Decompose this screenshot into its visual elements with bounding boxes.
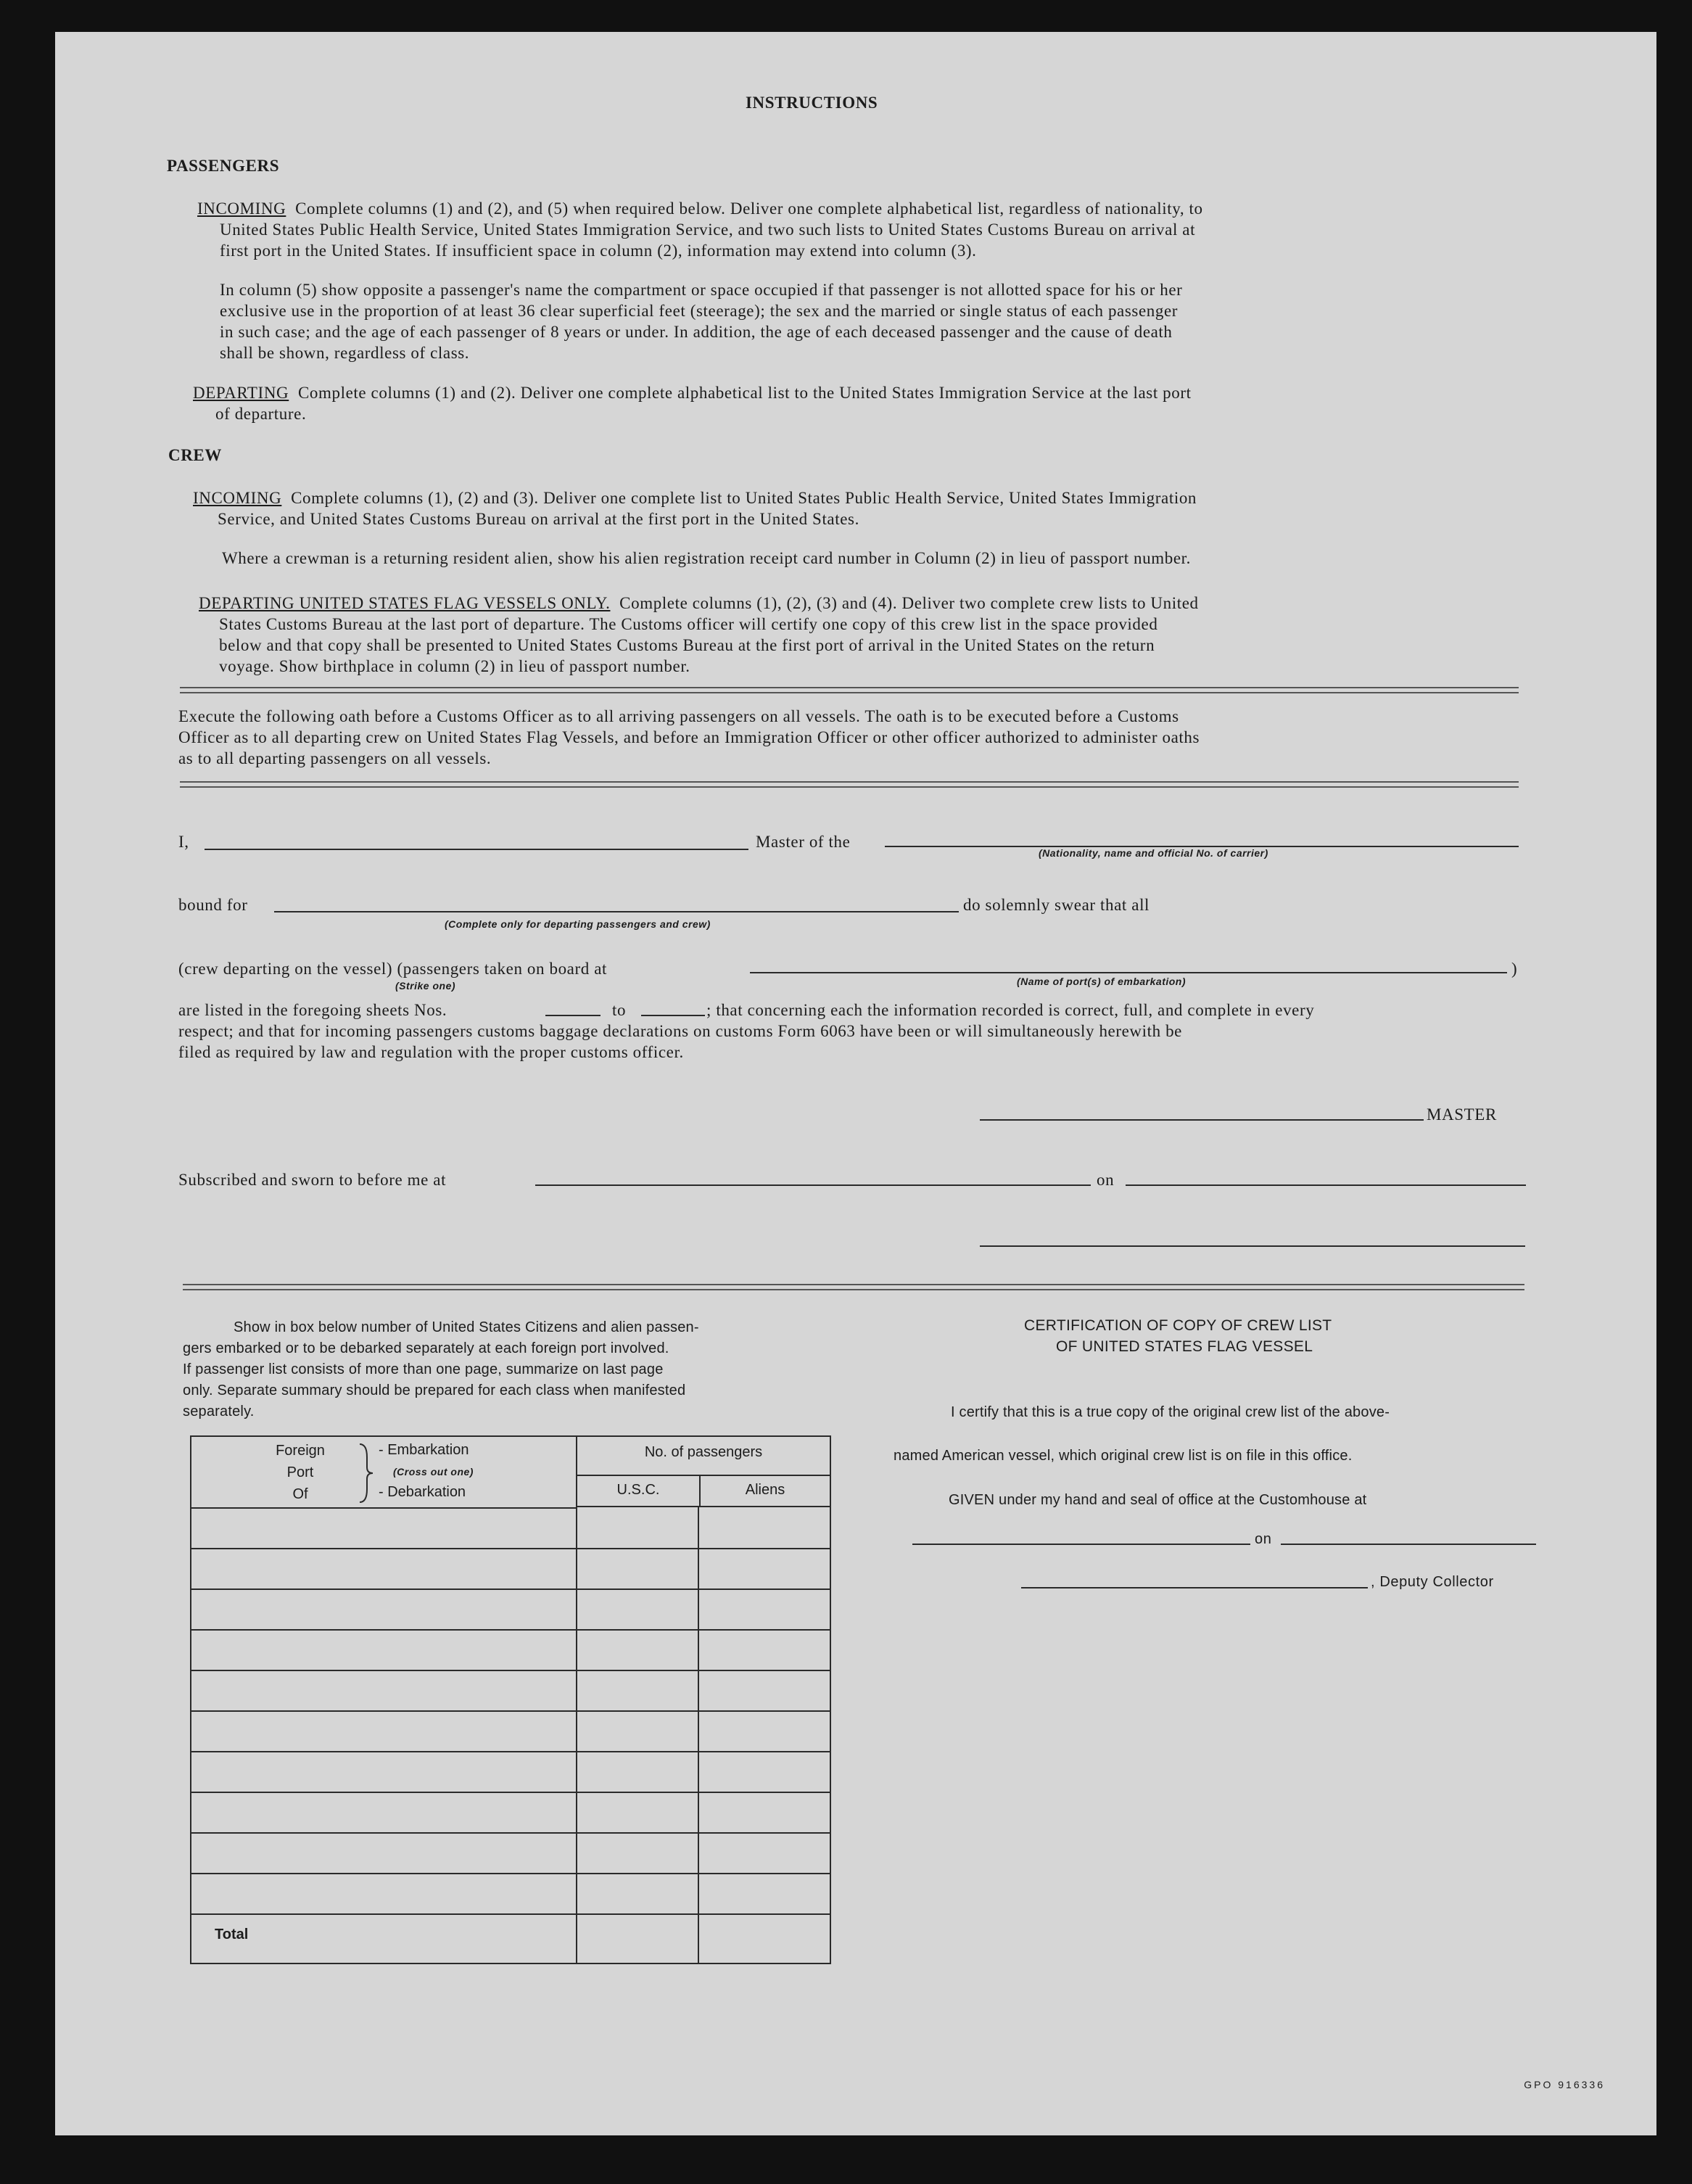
certification-on-label: on <box>1255 1531 1272 1547</box>
print-code: GPO 916336 <box>1524 2079 1605 2090</box>
sworn-place-field[interactable] <box>535 1184 1091 1186</box>
bound-for-label: bound for <box>178 896 248 914</box>
oath-intro-line-2: Officer as to all departing crew on United States Flag Vessels, and before an Immigration Officer or other officer authorized to administer oaths <box>178 728 1200 746</box>
passengers-departing-line-2: of departure. <box>215 405 307 423</box>
divider <box>183 1284 1524 1290</box>
crew-taken-text: (crew departing on the vessel) (passengers taken on board at <box>178 960 607 978</box>
table-row <box>191 1873 830 1874</box>
sworn-date-field[interactable] <box>1126 1184 1526 1186</box>
departing-text: Complete columns (1) and (2). Deliver one complete alphabetical list to the United States Immigration Service at the last port <box>297 384 1192 402</box>
master-label: MASTER <box>1427 1105 1497 1124</box>
table-body <box>191 1507 830 1963</box>
port-label: Port <box>286 1464 314 1480</box>
crew-departing-text: Complete columns (1), (2), (3) and (4). Deliver two complete crew lists to United <box>619 594 1199 612</box>
foreign-label: Foreign <box>276 1443 325 1459</box>
table-row <box>191 1710 830 1712</box>
table-header-port <box>191 1437 576 1509</box>
crew-departing-label: DEPARTING UNITED STATES FLAG VESSELS ONLY. <box>199 594 611 612</box>
customhouse-field[interactable] <box>912 1544 1250 1545</box>
deputy-signature-field[interactable] <box>1021 1587 1368 1588</box>
master-name-field[interactable] <box>205 849 748 850</box>
embarkation-port-field[interactable] <box>750 972 1507 973</box>
close-paren: ) <box>1511 960 1518 978</box>
swear-text: do solemnly swear that all <box>963 896 1150 914</box>
of-label: Of <box>292 1486 308 1502</box>
crew-returning-resident: Where a crewman is a returning resident alien, show his alien registration receipt card number in Column (2) in lieu of passport number. <box>222 549 1191 567</box>
embarkation-label: - Embarkation <box>379 1442 469 1458</box>
summary-note-line-1: Show in box below number of United States Citizens and alien passen- <box>234 1319 699 1335</box>
divider <box>180 687 1519 693</box>
section-heading-crew: CREW <box>168 446 222 464</box>
listed-a: are listed in the foregoing sheets Nos. <box>178 1001 447 1019</box>
table-row <box>191 1751 830 1752</box>
passengers-incoming-line-1 <box>197 198 1203 220</box>
crew-departing-line-2: States Customs Bureau at the last port of departure. The Customs officer will certify one copy of this crew list in the space provided <box>219 615 1158 633</box>
crew-incoming-line-1 <box>193 487 1197 509</box>
crew-incoming-line-2: Service, and United States Customs Bureau on arrival at the first port in the United States. <box>218 510 859 528</box>
certification-title-line-1: CERTIFICATION OF COPY OF CREW LIST <box>1024 1317 1332 1334</box>
port-caption: (Name of port(s) of embarkation) <box>1017 976 1187 987</box>
departing-label: DEPARTING <box>193 384 289 402</box>
passengers-departing-line-1 <box>193 382 1192 404</box>
page-title: INSTRUCTIONS <box>746 94 878 112</box>
passengers-col5-line-4: shall be shown, regardless of class. <box>220 344 470 362</box>
passengers-incoming-line-2: United States Public Health Service, United States Immigration Service, and two such lists to United States Customs Bureau on arrival at <box>220 221 1196 239</box>
summary-note-line-5: separately. <box>183 1404 255 1419</box>
summary-note-line-2: gers embarked or to be debarked separately at each foreign port involved. <box>183 1340 669 1356</box>
table-row <box>191 1629 830 1631</box>
sworn-on-label: on <box>1097 1171 1115 1189</box>
passengers-col5-line-3: in such case; and the age of each passenger of 8 years or under. In addition, the age of each deceased passenger and the cause of death <box>220 323 1173 341</box>
brace-icon <box>358 1443 374 1504</box>
listed-to: to <box>612 1001 627 1019</box>
certification-title-line-2: OF UNITED STATES FLAG VESSEL <box>1056 1338 1313 1355</box>
strike-caption: (Strike one) <box>395 980 456 992</box>
deputy-collector-label: , Deputy Collector <box>1371 1574 1494 1590</box>
oath-intro-line-3: as to all departing passengers on all vessels. <box>178 749 492 767</box>
table-row <box>191 1548 830 1549</box>
passenger-summary-table <box>190 1435 831 1964</box>
total-label: Total <box>215 1927 249 1942</box>
listed-b: ; that concerning each the information recorded is correct, full, and complete in every <box>706 1001 1315 1019</box>
sheet-to-field[interactable] <box>641 1015 705 1016</box>
summary-note-line-4: only. Separate summary should be prepared for each class when manifested <box>183 1382 686 1398</box>
incoming-text: Complete columns (1) and (2), and (5) when required below. Deliver one complete alphabetical list, regardless of nationality, to <box>295 199 1203 218</box>
crew-incoming-label: INCOMING <box>193 489 282 507</box>
table-row-total <box>191 1913 830 1915</box>
table-row <box>191 1588 830 1590</box>
table-row <box>191 1832 830 1834</box>
debarkation-label: - Debarkation <box>379 1484 466 1500</box>
complete-caption: (Complete only for departing passengers and crew) <box>445 918 711 930</box>
crew-departing-line-4: voyage. Show birthplace in column (2) in lieu of passport number. <box>219 657 690 675</box>
filed-line: filed as required by law and regulation with the proper customs officer. <box>178 1043 684 1061</box>
incoming-label: INCOMING <box>197 199 286 218</box>
officer-signature-field[interactable] <box>980 1245 1525 1247</box>
divider <box>180 781 1519 788</box>
oath-intro-line-1: Execute the following oath before a Customs Officer as to all arriving passengers on all vessels. The oath is to be executed before a Customs <box>178 707 1179 725</box>
oath-i: I, <box>178 833 189 851</box>
table-row <box>191 1670 830 1671</box>
crew-departing-line-3: below and that copy shall be presented to United States Customs Bureau at the first port of arrival in the United States on the return <box>219 636 1155 654</box>
table-row <box>191 1792 830 1793</box>
summary-note-line-3: If passenger list consists of more than one page, summarize on last page <box>183 1361 664 1377</box>
subscribed-label: Subscribed and sworn to before me at <box>178 1171 447 1189</box>
cross-out-caption: (Cross out one) <box>393 1466 474 1478</box>
certification-line-2: named American vessel, which original crew list is on file in this office. <box>894 1448 1353 1464</box>
sheet-from-field[interactable] <box>545 1015 601 1016</box>
bound-for-field[interactable] <box>274 911 959 912</box>
certification-line-3: GIVEN under my hand and seal of office at the Customhouse at <box>949 1492 1367 1508</box>
master-of-the-label: Master of the <box>756 833 851 851</box>
respect-line: respect; and that for incoming passengers customs baggage declarations on customs Form 6063 have been or will simultaneously herewith be <box>178 1022 1182 1040</box>
passengers-col5-line-1: In column (5) show opposite a passenger's name the compartment or space occupied if that passenger is not allotted space for his or her <box>220 281 1183 299</box>
crew-incoming-text: Complete columns (1), (2) and (3). Deliver one complete list to United States Public Health Service, United States Immigration <box>291 489 1197 507</box>
aliens-label: Aliens <box>745 1482 785 1498</box>
certification-line-1: I certify that this is a true copy of the original crew list of the above- <box>951 1404 1390 1420</box>
usc-label: U.S.C. <box>616 1482 660 1498</box>
section-heading-passengers: PASSENGERS <box>167 157 280 175</box>
certification-date-field[interactable] <box>1281 1544 1536 1545</box>
passengers-incoming-line-3: first port in the United States. If insufficient space in column (2), information may extend into column (3). <box>220 242 977 260</box>
master-signature-field[interactable] <box>980 1119 1424 1121</box>
crew-departing-line-1 <box>199 593 1199 614</box>
table-header-passengers <box>576 1437 830 1507</box>
nationality-caption: (Nationality, name and official No. of carrier) <box>1039 847 1268 859</box>
passengers-col5-line-2: exclusive use in the proportion of at least 36 clear superficial feet (steerage); the sex and the married or single status of each passenger <box>220 302 1179 320</box>
no-passengers-label: No. of passengers <box>644 1444 763 1460</box>
